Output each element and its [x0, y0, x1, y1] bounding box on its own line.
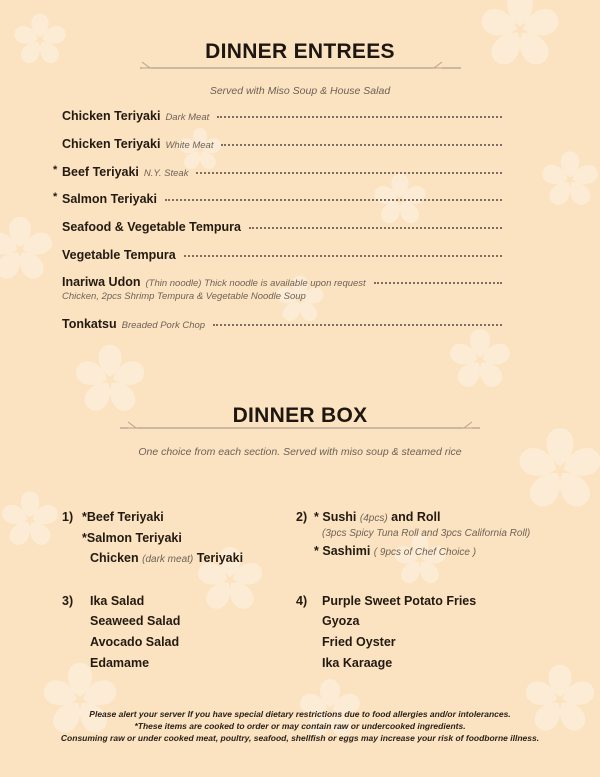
item-name: Tonkatsu	[62, 317, 117, 331]
box-subtitle: One choice from each section. Served with miso soup & steamed rice	[138, 446, 462, 458]
box-item	[314, 510, 440, 524]
dot-leader	[249, 217, 502, 229]
section-number: 4)	[296, 594, 308, 608]
item-name: Vegetable Tempura	[62, 248, 176, 262]
item-name: Teriyaki	[196, 551, 244, 565]
item-note: Breaded Pork Chop	[121, 320, 206, 331]
raw-star-mark: *	[53, 164, 58, 176]
disclaimer	[0, 708, 600, 744]
item-name: Beef Teriyaki	[62, 165, 139, 179]
dot-leader	[213, 314, 502, 326]
raw-star-mark: *	[82, 531, 87, 545]
box-item-detail	[322, 525, 530, 539]
box-item: Purple Sweet Potato Fries	[322, 594, 477, 608]
box-item	[82, 510, 164, 524]
menu-item	[62, 219, 502, 235]
item-note: ( 9pcs of Chef Choice )	[373, 547, 477, 558]
box-item	[90, 551, 243, 565]
dot-leader	[184, 245, 502, 257]
raw-star-mark: *	[53, 191, 58, 203]
box-item: Ika Salad	[90, 594, 145, 608]
item-note: White Meat	[165, 140, 214, 151]
menu-item	[62, 108, 502, 124]
dot-leader	[165, 189, 502, 201]
item-name: Seafood & Vegetable Tempura	[62, 220, 241, 234]
menu-item	[62, 247, 502, 263]
title-divider	[118, 420, 482, 432]
item-name: Chicken Teriyaki	[62, 137, 161, 151]
item-description: Chicken, 2pcs Shrimp Tempura & Vegetable Noodle Soup	[62, 291, 306, 302]
disclaimer-line: *These items are cooked to order or may contain raw or undercooked ingredients.	[134, 721, 466, 731]
item-name: Sushi	[322, 510, 357, 524]
box-item	[314, 544, 476, 558]
item-name: Salmon Teriyaki	[62, 192, 157, 206]
title-divider	[138, 60, 463, 72]
disclaimer-line: Please alert your server If you have special dietary restrictions due to food allergies and/or intolerances.	[89, 709, 511, 719]
item-note: (4pcs)	[359, 513, 388, 524]
section-number: 2)	[296, 510, 308, 524]
box-item: Ika Karaage	[322, 656, 393, 670]
disclaimer-line: Consuming raw or under cooked meat, poultry, seafood, shellfish or eggs may increase your risk of foodborne illness.	[60, 733, 540, 743]
raw-star-mark: *	[314, 510, 319, 524]
entrees-title: DINNER ENTREES	[205, 40, 395, 63]
section-number: 3)	[62, 594, 74, 608]
item-name: Sashimi	[322, 544, 371, 558]
section-number: 1)	[62, 510, 74, 524]
item-name: Beef Teriyaki	[86, 510, 164, 524]
box-item: Gyoza	[322, 614, 360, 628]
box-item: Seaweed Salad	[90, 614, 181, 628]
raw-star-mark: *	[314, 544, 319, 558]
dot-leader	[374, 272, 502, 284]
raw-star-mark: *	[82, 510, 87, 524]
dot-leader	[217, 106, 502, 118]
item-name: Salmon Teriyaki	[86, 531, 182, 545]
menu-item	[62, 316, 502, 332]
item-note: N.Y. Steak	[143, 168, 189, 179]
item-name: Inariwa Udon	[62, 275, 141, 289]
item-note: (Thin noodle) Thick noodle is available upon request	[145, 278, 366, 289]
menu-item	[53, 191, 502, 207]
box-item: Avocado Salad	[90, 635, 180, 649]
item-name: and Roll	[391, 510, 441, 524]
box-item: Fried Oyster	[322, 635, 396, 649]
item-note: Dark Meat	[165, 112, 210, 123]
menu-item	[62, 136, 502, 152]
dot-leader	[221, 134, 502, 146]
box-item	[82, 531, 182, 545]
item-name: Chicken Teriyaki	[62, 109, 161, 123]
menu-item	[53, 164, 502, 180]
item-note: (dark meat)	[142, 554, 194, 565]
box-title: DINNER BOX	[232, 404, 368, 427]
box-item: Edamame	[90, 656, 150, 670]
menu-item	[62, 274, 502, 290]
item-name: Chicken	[90, 551, 139, 565]
dot-leader	[196, 162, 502, 174]
item-note: (3pcs Spicy Tuna Roll and 3pcs California Roll)	[322, 528, 531, 539]
entrees-subtitle: Served with Miso Soup & House Salad	[209, 85, 391, 97]
